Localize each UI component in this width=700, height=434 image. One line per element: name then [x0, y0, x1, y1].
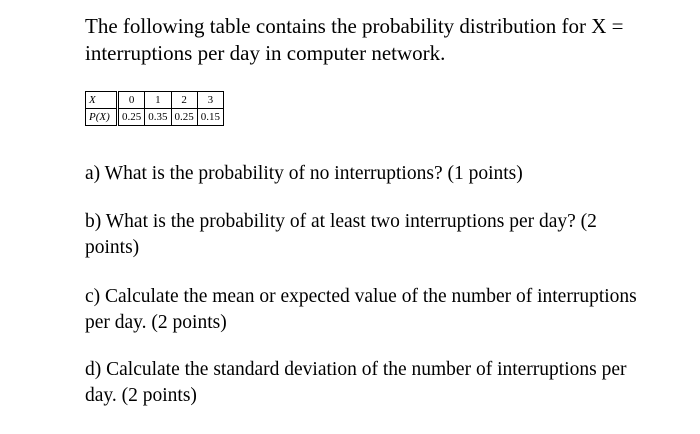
row-label-x: X: [86, 92, 118, 109]
question-d: d) Calculate the standard deviation of the number of interruptions per day. (2 points): [85, 359, 627, 406]
x-value-0: 0: [118, 92, 145, 109]
table-row-px: [86, 109, 224, 126]
row-label-px: P(X): [86, 109, 118, 126]
question-c: c) Calculate the mean or expected value of the number of interruptions per day. (2 points): [85, 286, 637, 333]
probability-distribution-table: [85, 91, 224, 126]
p-value-3: 0.15: [197, 109, 223, 126]
p-value-0: 0.25: [118, 109, 145, 126]
p-value-2: 0.25: [171, 109, 197, 126]
problem-intro: The following table contains the probability distribution for X = interruptions per day in computer network.: [85, 14, 624, 65]
question-b: b) What is the probability of at least two interruptions per day? (2 points): [85, 211, 597, 258]
table-row-x: [86, 92, 224, 109]
p-value-1: 0.35: [145, 109, 171, 126]
question-a: a) What is the probability of no interruptions? (1 points): [85, 163, 523, 184]
x-value-2: 2: [171, 92, 197, 109]
x-value-1: 1: [145, 92, 171, 109]
x-value-3: 3: [197, 92, 223, 109]
